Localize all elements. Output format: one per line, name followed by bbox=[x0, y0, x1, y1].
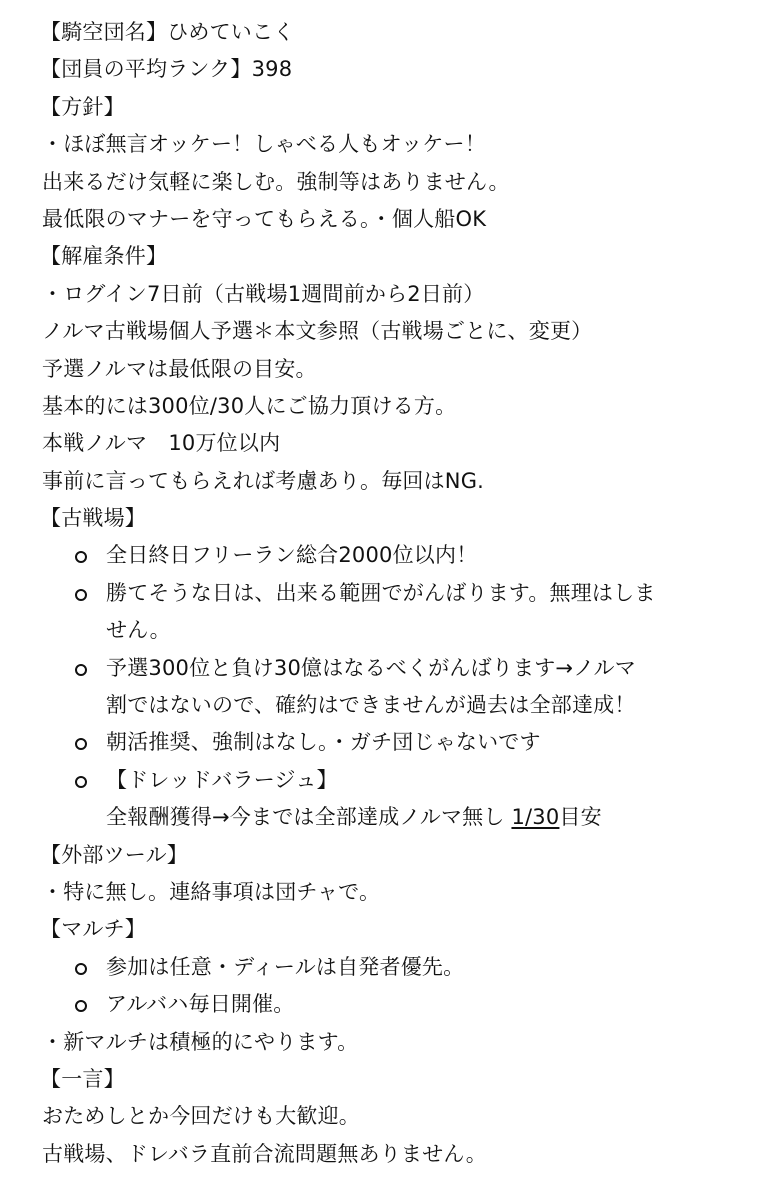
circle-bullet-icon bbox=[75, 1000, 87, 1012]
circle-bullet-icon bbox=[75, 738, 87, 750]
circle-bullet-icon bbox=[75, 963, 87, 975]
list-item bbox=[0, 724, 770, 761]
text-line: ・特に無し。連絡事項は団チャで。 bbox=[42, 879, 381, 904]
text-line: 最低限のマナーを守ってもらえる。・個人船OK bbox=[42, 206, 487, 231]
list-item-continuation bbox=[0, 799, 770, 836]
text-line: 本戦ノルマ 10万位以内 bbox=[42, 431, 281, 456]
list-item bbox=[0, 986, 770, 1023]
circle-bullet-icon bbox=[75, 776, 87, 788]
list-item bbox=[0, 949, 770, 986]
list-item-text: 全日終日フリーラン総合2000位以内！ bbox=[106, 543, 478, 568]
heading-average-rank: 【団員の平均ランク】398 bbox=[40, 57, 293, 82]
heading-one-word: 【一言】 bbox=[40, 1066, 125, 1091]
list-item bbox=[0, 575, 770, 612]
list-item-text: アルバハ毎日開催。 bbox=[106, 992, 295, 1017]
circle-bullet-icon bbox=[75, 664, 87, 676]
text-line: ・ほぼ無言オッケー！しゃべる人もオッケー！ bbox=[42, 132, 486, 157]
text-line: 出来るだけ気軽に楽しむ。強制等はありません。 bbox=[42, 169, 510, 194]
text-line: 基本的には300位/30人にご協力頂ける方。 bbox=[42, 393, 457, 418]
text-line: 予選ノルマは最低限の目安。 bbox=[42, 356, 317, 381]
list-item bbox=[0, 762, 770, 799]
list-item-text: 【ドレッドバラージュ】 bbox=[106, 767, 338, 792]
list-item-continuation: せん。 bbox=[106, 618, 171, 643]
heading-policy: 【方針】 bbox=[40, 94, 125, 119]
list-item bbox=[0, 537, 770, 574]
text-segment: 全報酬獲得→今までは全部達成ノルマ無し bbox=[106, 805, 505, 830]
text-line: 事前に言ってもらえれば考慮あり。毎回はNG. bbox=[42, 468, 485, 493]
text-line: おためしとか今回だけも大歓迎。 bbox=[42, 1104, 360, 1129]
list-item-text: 予選300位と負け30億はなるべくがんばります→ノルマ bbox=[106, 655, 636, 680]
list-item-text: 朝活推奨、強制はなし。・ガチ団じゃないです bbox=[106, 730, 541, 755]
heading-external-tools: 【外部ツール】 bbox=[40, 842, 188, 867]
text-line: ノルマ古戦場個人予選＊本文参照（古戦場ごとに、変更） bbox=[42, 319, 593, 344]
list-item bbox=[0, 650, 770, 687]
list-item-text: 勝てそうな日は、出来る範囲でがんばります。無理はしま bbox=[106, 580, 656, 605]
heading-ancient-battlefield: 【古戦場】 bbox=[40, 506, 146, 531]
text-line: ・新マルチは積極的にやります。 bbox=[42, 1029, 359, 1054]
underlined-text: 1/30 bbox=[511, 805, 560, 830]
heading-multi: 【マルチ】 bbox=[40, 917, 146, 942]
circle-bullet-icon bbox=[75, 551, 87, 563]
list-item-text: 参加は任意・ディールは自発者優先。 bbox=[106, 954, 465, 979]
heading-guild-name: 【騎空団名】ひめていこく bbox=[40, 20, 295, 44]
circle-bullet-icon bbox=[75, 589, 87, 601]
list-item-continuation: 割ではないので、確約はできませんが過去は全部達成！ bbox=[106, 693, 636, 718]
heading-dismissal-conditions: 【解雇条件】 bbox=[40, 244, 168, 269]
text-line: 古戦場、ドレバラ直前合流問題無ありません。 bbox=[42, 1141, 487, 1166]
text-line: ・ログイン7日前（古戦場1週間前から2日前） bbox=[42, 281, 485, 306]
text-segment: 目安 bbox=[559, 805, 602, 830]
